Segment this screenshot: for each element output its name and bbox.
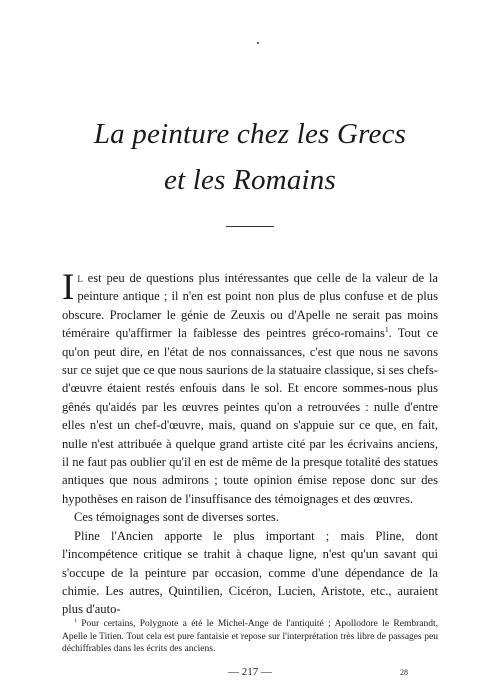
page-title-line-2: et les Romains (164, 164, 336, 196)
paragraph-3: Pline l'Ancien apporte le plus important ; mais Pline, dont l'incompétence critique se trahit à chaque ligne, n'est qu'un savant qui s'occupe de la peinture par occasion, comme d'une dépendance de la chimie. Les autres, Quintilien, Cicéron, Lucien, Aristote, etc., auraient plus d'auto- (62, 528, 438, 617)
paragraph-1-end: . Tout ce qu'on peut dire, en l'état de nos connaissances, c'est que nous ne savons sur ce sujet que ce que nous saurions de la statuaire classique, si ses chefs-d'œuvre étaient restés enfouis dans le sol. Et encore sommes-nous plus gênés qu'aidés par les œuvres peintes qu'on a retrouvées : nulle d'entre elles n'est un chef-d'œuvre, mais, quand on s'appuie sur ce que, en fait, nulle n'est attribuée à quelque grand artiste cité par les écrivains anciens, il ne faut pas oublier qu'il en est de même de la presque totalité des statues antiques que nous admirons ; toute opinion émise repose donc sur des hypothèses en raison de l'insuffisance des témoignages et des œuvres. (62, 326, 438, 506)
paragraph-1 (62, 269, 438, 508)
paragraph-2: Ces témoignages sont de diverses sortes. (74, 510, 279, 525)
paragraph-1-text: est peu de questions plus intéressantes que celle de la valeur de la peinture antique ; il n'en est point non plus de plus confuse et de plus obscure. Proclamer le génie de Zeuxis ou d'Apelle ne serait pas moins téméraire qu'affirmer la faiblesse des peintres gréco-romains (62, 271, 439, 341)
footnote-1 (62, 618, 438, 656)
footnote-text: Pour certains, Polygnote a été le Michel-Ange de l'antiquité ; Apollodore le Rembrandt, Apelle le Titien. Tout cela est pure fantaisie et repose sur l'interprétation très libre de passages peu déchiffrables dans les écrits des anciens. (62, 619, 438, 655)
footnote-marker: 1 (74, 617, 77, 624)
footnotes (62, 618, 438, 656)
drop-cap: I (62, 267, 75, 308)
footnote-ref: 1 (384, 325, 389, 335)
title-separator-rule (226, 226, 274, 227)
signature-mark: 28 (400, 668, 408, 677)
first-word-rest: l (77, 271, 83, 285)
page-number: — 217 — (228, 666, 272, 678)
page-title-line-1: La peinture chez les Grecs (93, 118, 407, 150)
article-body (62, 269, 438, 619)
ornament-dot (257, 42, 259, 44)
